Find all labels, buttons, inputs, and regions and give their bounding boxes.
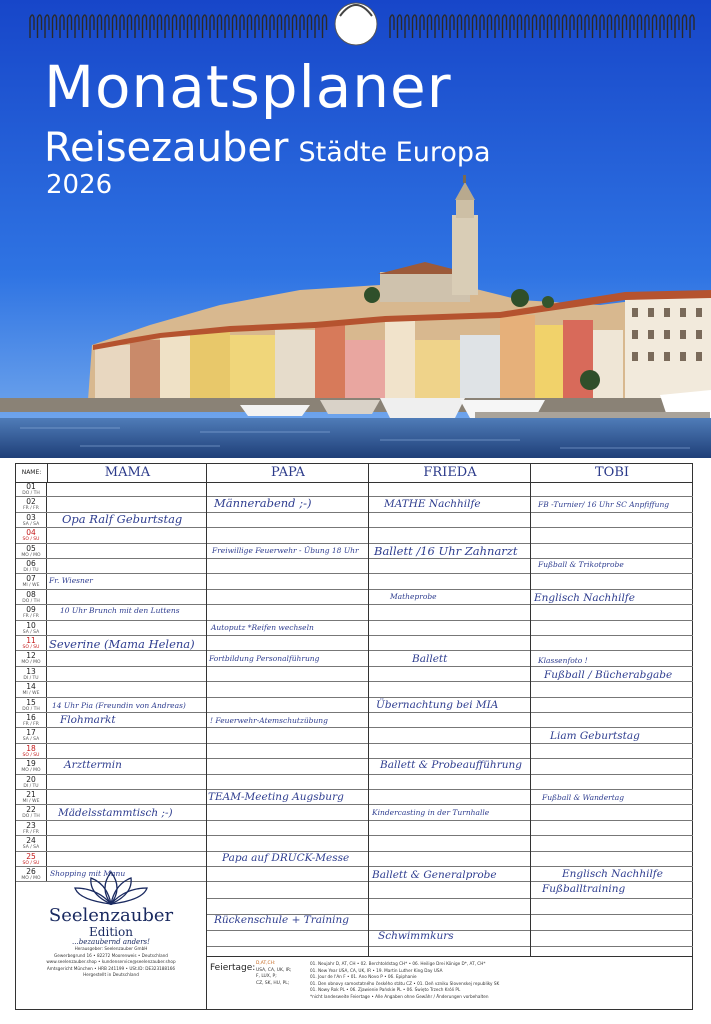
entry-12-frieda: Ballett [412, 653, 448, 665]
spiral-coil [300, 15, 304, 38]
spiral-coil [158, 15, 162, 38]
day-cell [16, 836, 47, 850]
weekday-label: SO / SU [22, 537, 40, 543]
weekday-label: DI / TU [23, 675, 39, 681]
country-code-line: USA, CA, UK, IR; [256, 967, 292, 973]
entry-05-papa: Freiwillige Feuerwehr - Übung 18 Uhr [212, 546, 359, 555]
weekday-label: DI / TU [23, 783, 39, 789]
day-cell [16, 590, 47, 604]
calendar-title: Monatsplaner [44, 53, 452, 121]
day-number: 17 [26, 728, 36, 738]
spiral-coil [555, 15, 559, 38]
entry-extra-papa: Rückenschule + Training [214, 914, 349, 926]
spiral-coil [510, 15, 514, 38]
entry-11-mama: Severine (Mama Helena) [49, 637, 195, 651]
spiral-coil [398, 15, 402, 38]
day-number: 26 [26, 867, 36, 876]
spiral-coil [450, 15, 454, 38]
publisher-address: Gewerbegrund 16 • 82272 Moorenweis • Deutschland [54, 952, 168, 958]
spiral-coil [270, 15, 274, 38]
subtitle-main: Reisezauber [44, 125, 289, 171]
day-cell [16, 852, 47, 866]
spiral-coil [540, 15, 544, 38]
holidays-list [310, 961, 690, 1001]
spiral-coil [45, 15, 49, 38]
lotus-icon [71, 870, 151, 906]
spiral-coil [585, 15, 589, 38]
entry-02-tobi: FB -Turnier/ 16 Uhr SC Anpfiffung [538, 500, 670, 509]
spiral-coil [75, 15, 79, 38]
day-number: 10 [26, 620, 36, 630]
day-cell [16, 482, 47, 496]
spiral-coil [488, 15, 492, 38]
spiral-coil [143, 15, 147, 38]
day-cell [16, 636, 47, 650]
weekday-label: DO / TH [22, 491, 40, 496]
spiral-coil [548, 15, 552, 38]
day-cell [16, 713, 47, 727]
day-number: 11 [26, 636, 36, 645]
publisher-logo [16, 866, 206, 1010]
spiral-coil [308, 15, 312, 38]
weekday-label: FR / FR [23, 614, 39, 620]
entry-05-frieda: Ballett /16 Uhr Zahnarzt [374, 544, 518, 558]
spiral-coil [188, 15, 192, 38]
entry-26-frieda: Ballett & Generalprobe [372, 869, 497, 881]
holiday-line: 01. Jour de l'An F • 01. Ano Novo P • 06. Epiphanie [310, 974, 417, 980]
spiral-coil [83, 15, 87, 38]
entry-17-tobi: Liam Geburtstag [550, 730, 640, 742]
weekday-label: MI / WE [22, 691, 40, 697]
spiral-coil [53, 15, 57, 38]
spiral-coil [135, 15, 139, 38]
weekday-label: DO / TH [22, 814, 40, 820]
spiral-coil [645, 15, 649, 38]
holidays-country-codes [256, 961, 302, 987]
spiral-coil [98, 15, 102, 38]
name-label: NAME: [16, 464, 48, 482]
day-number: 03 [26, 512, 36, 522]
country-code-line: CZ, SK, HU, PL; [256, 980, 290, 986]
table-row [16, 852, 693, 867]
weekday-label: DO / TH [22, 706, 40, 712]
day-cell [16, 821, 47, 835]
entry-extra-tobi: Fußballtraining [542, 883, 626, 895]
day-number: 19 [26, 759, 36, 769]
weekday-label: FR / FR [23, 722, 39, 727]
spiral-coil [203, 15, 207, 38]
weekday-label: MO / MO [21, 768, 41, 774]
publisher-web: www.seelenzauber.shop • kundenservice@seelenzauber.shop [46, 959, 176, 964]
spiral-coil [240, 15, 244, 38]
spiral-coil [285, 15, 289, 38]
column-divider [530, 464, 531, 956]
entry-26-tobi: Englisch Nachhilfe [562, 868, 663, 880]
table-row [16, 621, 693, 636]
entry-09-mama: 10 Uhr Brunch mit den Luttens [60, 606, 180, 615]
spiral-coil [233, 15, 237, 38]
publisher-line: Herausgeber: Seelenzauber GmbH [74, 946, 148, 951]
day-cell [16, 559, 47, 573]
spiral-coil [563, 15, 567, 38]
day-number: 20 [26, 774, 36, 784]
spiral-coil [38, 15, 42, 38]
entry-12-papa: Fortbildung Personalführung [209, 654, 320, 663]
day-number: 23 [26, 820, 36, 830]
spiral-coil [150, 15, 154, 38]
entry-21-papa: TEAM-Meeting Augsburg [208, 791, 344, 803]
entry-13-tobi: Fußball / Bücherabgabe [544, 669, 673, 681]
day-number: 13 [26, 666, 36, 676]
table-row [16, 744, 693, 759]
day-cell [16, 513, 47, 527]
spiral-coil [413, 15, 417, 38]
spiral-coil [113, 15, 117, 38]
day-number: 18 [26, 743, 36, 753]
day-number: 24 [26, 836, 36, 846]
entry-extra-frieda: Schwimmkurs [378, 930, 454, 942]
spiral-coil [503, 15, 507, 38]
subtitle-tail: Städte Europa [298, 137, 491, 168]
weekday-label: MO / MO [21, 552, 41, 558]
entry-22-frieda: Kindercasting in der Turnhalle [372, 808, 490, 817]
spiral-coil [443, 15, 447, 38]
entry-03-mama: Opa Ralf Geburtstag [62, 512, 183, 526]
holiday-line: 01. Neujahr D, AT, CH • 02. Berchtoldstag CH* • 06. Heilige Drei Könige D*, AT, CH* [310, 961, 486, 966]
day-cell [16, 744, 47, 758]
spiral-coil [465, 15, 469, 38]
table-row [16, 821, 693, 836]
column-header-frieda: FRIEDA [423, 465, 477, 480]
spiral-coil [675, 15, 679, 38]
spiral-coil [600, 15, 604, 38]
spiral-coil [248, 15, 252, 38]
spiral-coil [405, 15, 409, 38]
table-row [16, 836, 693, 851]
calendar-subtitle [44, 125, 491, 171]
day-number: 15 [26, 697, 36, 707]
spiral-coil [615, 15, 619, 38]
spiral-coil [690, 15, 694, 38]
spiral-coil [630, 15, 634, 38]
brand-name: Seelenzauber [48, 905, 174, 926]
spiral-coil [480, 15, 484, 38]
entry-10-papa: Autoputz *Reifen wechseln [211, 623, 314, 632]
day-cell [16, 621, 47, 635]
spiral-coil [293, 15, 297, 38]
table-row [16, 482, 693, 497]
day-cell [16, 728, 47, 742]
entry-07-mama: Fr. Wiesner [49, 576, 93, 585]
table-row [16, 775, 693, 790]
day-number: 07 [26, 574, 36, 584]
spiral-coil [278, 15, 282, 38]
day-number: 01 [26, 482, 36, 491]
entry-21-tobi: Fußball & Wandertag [542, 793, 625, 802]
entry-08-tobi: Englisch Nachhilfe [534, 592, 635, 604]
spiral-coil [668, 15, 672, 38]
day-cell [16, 528, 47, 542]
spiral-coil [30, 15, 34, 38]
day-cell [16, 497, 47, 511]
entry-15-mama: 14 Uhr Pia (Freundin von Andreas) [52, 701, 186, 710]
spiral-coil [473, 15, 477, 38]
table-row [16, 651, 693, 666]
brand-edition: Edition [89, 925, 133, 939]
table-row [16, 574, 693, 589]
spiral-binding [0, 0, 711, 48]
spiral-coil [225, 15, 229, 38]
entry-19-frieda: Ballett & Probeaufführung [380, 759, 522, 771]
spiral-coil [105, 15, 109, 38]
day-number: 05 [26, 543, 36, 553]
entry-06-tobi: Fußball & Trikotprobe [538, 560, 624, 569]
holiday-line: 01. Nowy Rok PL • 06. Zjawienie Pańskie PL • 06. Święto Trzech Króli PL [310, 987, 461, 993]
day-number: 16 [26, 713, 36, 722]
spiral-coil [518, 15, 522, 38]
planner-grid [15, 463, 693, 1010]
spiral-coil [218, 15, 222, 38]
table-row [16, 682, 693, 697]
entry-02-papa: Männerabend ;-) [214, 496, 312, 510]
spiral-coil [525, 15, 529, 38]
spiral-coil [608, 15, 612, 38]
day-cell [16, 805, 47, 819]
spiral-coil [435, 15, 439, 38]
day-number: 22 [26, 805, 36, 815]
weekday-label: MI / WE [22, 799, 40, 804]
holiday-line: 01. Den obnovy samostatného českého státu CZ • 01. Deň vzniku Slovenskej republiky SK [310, 980, 500, 986]
weekday-label: DO / TH [22, 598, 40, 604]
day-cell [16, 759, 47, 773]
spiral-coil [623, 15, 627, 38]
spiral-coil [458, 15, 462, 38]
weekday-label: DI / TU [23, 568, 39, 573]
entry-26-mama: Shopping mit Manu [50, 869, 126, 878]
weekday-label: SA / SA [22, 629, 40, 635]
spiral-coil [180, 15, 184, 38]
spiral-coil [128, 15, 132, 38]
spiral-coil [420, 15, 424, 38]
day-cell [16, 574, 47, 588]
spiral-coil [495, 15, 499, 38]
spiral-coil [653, 15, 657, 38]
day-number: 08 [26, 589, 36, 599]
column-divider [368, 464, 369, 956]
spiral-coil [210, 15, 214, 38]
entry-08-frieda: Matheprobe [390, 592, 437, 601]
entry-19-mama: Arzttermin [64, 759, 122, 771]
calendar-year: 2026 [46, 170, 113, 200]
day-number: 12 [26, 651, 36, 661]
entry-16-papa: ! Feuerwehr-Atemschutzübung [210, 716, 328, 725]
spiral-coil [533, 15, 537, 38]
day-number: 09 [26, 605, 36, 615]
column-header-tobi: TOBI [594, 465, 630, 480]
holiday-line: *nicht landesweite Feiertage • Alle Angaben ohne Gewähr / Änderungen vorbehalten [310, 993, 489, 999]
entry-15-frieda: Übernachtung bei MIA [376, 699, 499, 711]
weekday-label: SA / SA [22, 521, 40, 527]
entry-22-mama: Mädelsstammtisch ;-) [58, 807, 173, 819]
spiral-coil [570, 15, 574, 38]
spiral-coil [315, 15, 319, 38]
spiral-coil [578, 15, 582, 38]
holidays-section [206, 956, 693, 1011]
day-cell [16, 605, 47, 619]
weekday-label: MI / WE [22, 583, 40, 589]
spiral-coil [390, 15, 394, 38]
spiral-coil [90, 15, 94, 38]
day-cell [16, 544, 47, 558]
holidays-label: Feiertage: [210, 963, 256, 973]
weekday-label: MO / MO [21, 876, 41, 881]
spiral-coil [195, 15, 199, 38]
weekday-label: SO / SU [22, 860, 40, 866]
entry-12-tobi: Klassenfoto ! [538, 656, 588, 665]
spiral-coil [263, 15, 267, 38]
spiral-coil [173, 15, 177, 38]
day-cell [16, 682, 47, 696]
spiral-coil [660, 15, 664, 38]
holiday-line: 01. New Year USA, CA, UK, IR • 19. Martin Luther King Day USA [310, 967, 443, 973]
spiral-coil [323, 15, 327, 38]
spiral-coil [428, 15, 432, 38]
spiral-coil [120, 15, 124, 38]
weekday-label: SA / SA [22, 737, 40, 743]
entry-25-papa: Papa auf DRUCK-Messe [222, 852, 350, 864]
table-row [16, 528, 693, 543]
column-header-mama: MAMA [104, 465, 151, 480]
country-code-line: D,AT,CH: [256, 961, 276, 966]
day-cell [16, 790, 47, 804]
day-number: 21 [26, 790, 36, 799]
publisher-register: Amtsgericht München • HRB 241199 • USt.ID: DE323188166 [46, 965, 176, 971]
country-code-line: F, LUX, P; [256, 974, 277, 979]
day-cell [16, 775, 47, 789]
brand-tagline: ...bezaubernd anders! [72, 938, 150, 946]
spiral-coil [255, 15, 259, 38]
day-cell [16, 667, 47, 681]
spiral-coil [683, 15, 687, 38]
weekday-label: SO / SU [22, 645, 40, 650]
entry-16-mama: Flohmarkt [60, 714, 116, 726]
weekday-label: SO / SU [22, 752, 40, 758]
day-number: 06 [26, 559, 36, 568]
column-header-papa: PAPA [271, 465, 305, 480]
table-row [16, 713, 693, 728]
day-number: 04 [26, 528, 36, 538]
day-cell [16, 698, 47, 712]
weekday-label: SA / SA [22, 845, 40, 851]
spiral-coil [68, 15, 72, 38]
entry-02-frieda: MATHE Nachhilfe [384, 498, 481, 510]
spiral-coil [638, 15, 642, 38]
publisher-made-in: Hergestellt in Deutschland [83, 972, 139, 977]
day-number: 14 [26, 682, 36, 692]
day-number: 25 [26, 851, 36, 861]
spiral-coil [593, 15, 597, 38]
column-divider [206, 464, 207, 1010]
weekday-label: MO / MO [21, 660, 41, 666]
weekday-label: FR / FR [23, 829, 39, 835]
day-cell [16, 651, 47, 665]
spiral-coil [165, 15, 169, 38]
spiral-coil [60, 15, 64, 38]
weekday-label: FR / FR [23, 506, 39, 512]
grid-header [16, 464, 692, 483]
day-number: 02 [26, 497, 36, 507]
